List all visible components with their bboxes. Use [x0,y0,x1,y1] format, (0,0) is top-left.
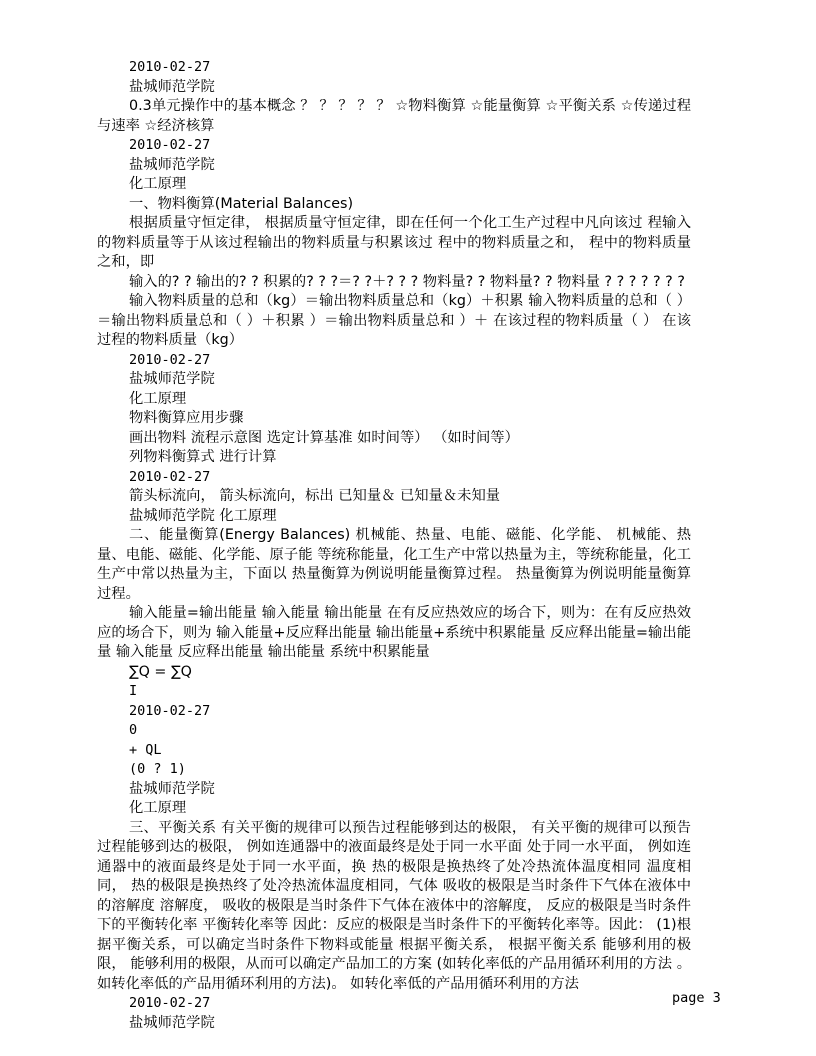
date-line: 2010-02-27 [129,702,211,719]
paragraph-material-equation: 输入的? ? 输出的? ? 积累的? ? ?＝? ?＋? ? ? 物料量? ? 物料量? ? 物料量 ? ? ? ? ? ? ? [129,273,685,290]
paragraph-material-equation-kg: 输入物料质量的总和（kg）＝输出物料质量总和（kg）＋积累 输入物料质量的总和（ ）＝输出物料质量总和（ ）＋积累 ）＝输出物料质量总和 ）＋ 在该过程的物料质量（ ） 在该过程的物料质量（kg） [97,293,691,348]
step-write-equation: 列物料衡算式 进行计算 [129,449,277,465]
paragraph-energy-balance: 二、能量衡算(Energy Balances) 机械能、热量、电能、磁能、化学能、 机械能、热量、电能、磁能、化学能、原子能 等统称能量，化工生产中常以热量为主，等统称能量，化工生产中常以热量为主，下面以 热量衡算为例说明能量衡算过程。 热量衡算为例说明能量衡算过程。 [97,527,691,602]
course-title: 化工原理 [129,800,187,816]
date-line: 2010-02-27 [129,59,211,75]
institution-line: 盐城师范学院 [129,78,215,95]
date-line: 2010-02-27 [129,995,211,1011]
date-line: 2010-02-27 [129,468,211,485]
step-mark-arrows: 箭头标流向， 箭头标流向，标出 已知量＆ 已知量＆未知量 [129,488,501,504]
institution-line: 盐城师范学院 [129,371,215,387]
section-heading-material-balance: 一、物料衡算(Material Balances) [129,195,354,212]
institution-course-line: 盐城师范学院 化工原理 [129,507,277,524]
course-title: 化工原理 [129,176,187,192]
paragraph-mass-conservation: 根据质量守恒定律， 根据质量守恒定律，即在任何一个化工生产过程中凡向该过 程输入的物料质量等于从该过程输出的物料质量与积累该过 程中的物料质量之和， 程中的物料质量之和，即 [97,215,691,270]
paragraph-equilibrium: 三、平衡关系 有关平衡的规律可以预告过程能够到达的极限， 有关平衡的规律可以预告过程能够到达的极限， 例如连通器中的液面最终是处于同一水平面 处于同一水平面， 例如连通器中的液面最终是处于同一水平面，换 热的极限是换热终了处冷热流体温度相同 温度相同， 热的极限是换热终了处冷热流体温度相同，气体 吸收的极限是当时条件下气体在液体中的溶解度 溶解度， 吸收的极限是当时条件下气体在液体中的溶解度， 反应的极限是当时条件下的平衡转化率 平衡转化率等 因此：反应的极限是当时条件下的平衡转化率等。因此： (1)根据平衡关系，可以确定当时条件下物料或能量 根据平衡关系， 根据平衡关系 能够利用的极限， 能够利用的极限，从而可以确定产品加工的方案 (如转化率低的产品用循环利用的方法 。 如转化率低的产品用循环利用的方法)。 如转化率低的产品用循环利用的方法 [97,819,691,992]
formula-subscript-i: I [129,683,138,699]
formula-ql: + QL [129,741,162,758]
document-page [97,58,691,1033]
steps-heading: 物料衡算应用步骤 [129,410,244,426]
date-line: 2010-02-27 [129,137,211,153]
course-title: 化工原理 [129,390,187,407]
section-intro-text: 0.3单元操作中的基本概念 ？ ？ ？ ？ ？ ☆物料衡算 ☆能量衡算 ☆平衡关系 ☆传递过程与速率 ☆经济核算 [97,98,691,134]
date-line: 2010-02-27 [129,351,211,368]
institution-line: 盐城师范学院 [129,780,215,797]
page-number: page 3 [672,990,721,1006]
paragraph-energy-equation: 输入能量=输出能量 输入能量 输出能量 在有反应热效应的场合下，则为：在有反应热效应的场合下，则为 输入能量+反应释出能量 输出能量+系统中积累能量 反应释出能量=输出能量 输入能量 反应释出能量 输出能量 系统中积累能量 [97,605,691,660]
institution-line: 盐城师范学院 [129,156,215,173]
formula-equation-number: (0 ? 1) [129,761,186,777]
formula-sum-q: ∑Q = ∑Q [129,663,192,680]
institution-line: 盐城师范学院 [129,1014,215,1031]
step-draw-flowchart: 画出物料 流程示意图 选定计算基准 如时间等） （如时间等） [129,429,519,446]
formula-subscript-o: 0 [129,722,138,738]
